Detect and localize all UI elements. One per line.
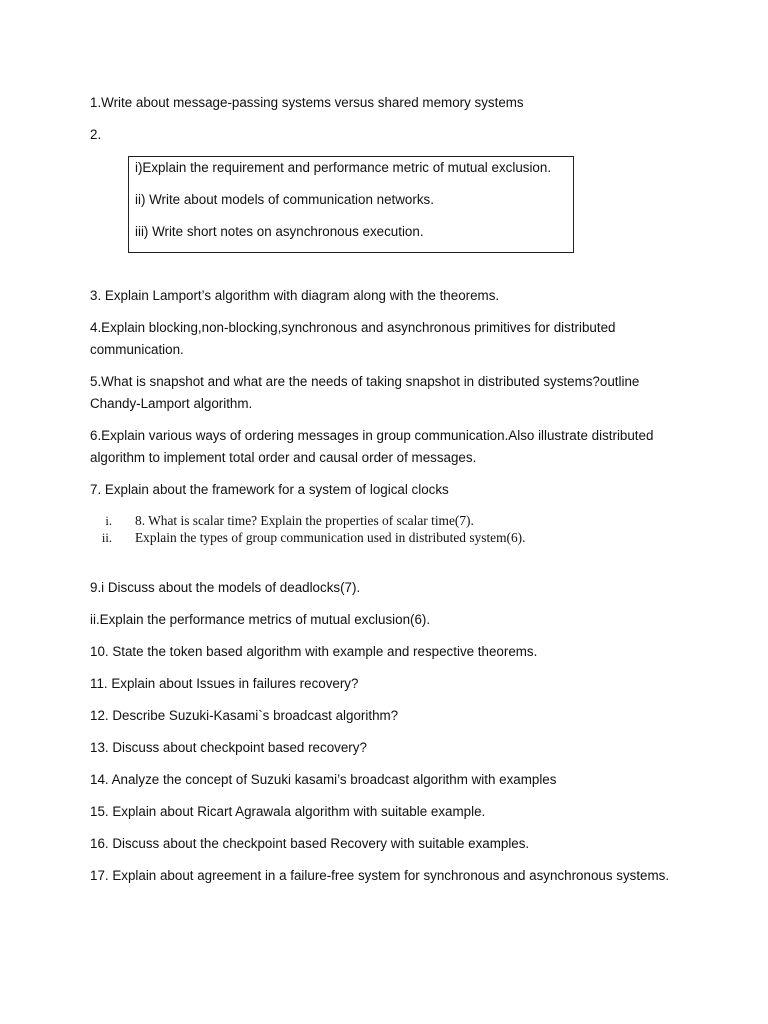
question-3: 3. Explain Lamport’s algorithm with diagram along with the theorems. [90, 288, 500, 303]
list-item-scalar-time: 8. What is scalar time? Explain the properties of scalar time(7). [135, 513, 474, 528]
question-1: 1.Write about message-passing systems versus shared memory systems [90, 95, 524, 110]
question-5: 5.What is snapshot and what are the needs of taking snapshot in distributed systems?outline Chandy-Lamport algorithm. [90, 374, 640, 411]
question-10: 10. State the token based algorithm with example and respective theorems. [90, 644, 538, 659]
question-2-number: 2. [90, 127, 102, 142]
question-15: 15. Explain about Ricart Agrawala algorithm with suitable example. [90, 804, 486, 819]
question-17: 17. Explain about agreement in a failure-free system for synchronous and asynchronous systems. [90, 868, 670, 883]
question-11: 11. Explain about Issues in failures recovery? [90, 676, 359, 691]
question-6: 6.Explain various ways of ordering messages in group communication.Also illustrate distributed algorithm to implement total order and causal order of messages. [90, 428, 654, 465]
list-item-group-communication: Explain the types of group communication used in distributed system(6). [135, 530, 526, 545]
question-7: 7. Explain about the framework for a system of logical clocks [90, 482, 449, 497]
question-9-ii: ii.Explain the performance metrics of mutual exclusion(6). [90, 612, 431, 627]
question-12: 12. Describe Suzuki-Kasami`s broadcast algorithm? [90, 708, 399, 723]
question-13: 13. Discuss about checkpoint based recovery? [90, 740, 367, 755]
question-2-item-ii: ii) Write about models of communication networks. [135, 192, 434, 207]
question-14: 14. Analyze the concept of Suzuki kasami’s broadcast algorithm with examples [90, 772, 557, 787]
list-marker-ii: ii. [101, 531, 112, 545]
question-2-item-i: i)Explain the requirement and performance metric of mutual exclusion. [135, 160, 552, 175]
question-9-i: 9.i Discuss about the models of deadlocks(7). [90, 580, 361, 595]
list-marker-i: i. [105, 514, 112, 528]
question-4: 4.Explain blocking,non-blocking,synchronous and asynchronous primitives for distributed communication. [90, 320, 616, 357]
question-16: 16. Discuss about the checkpoint based Recovery with suitable examples. [90, 836, 530, 851]
question-2-item-iii: iii) Write short notes on asynchronous execution. [135, 224, 424, 239]
question-2-subquestions-box [128, 156, 574, 253]
